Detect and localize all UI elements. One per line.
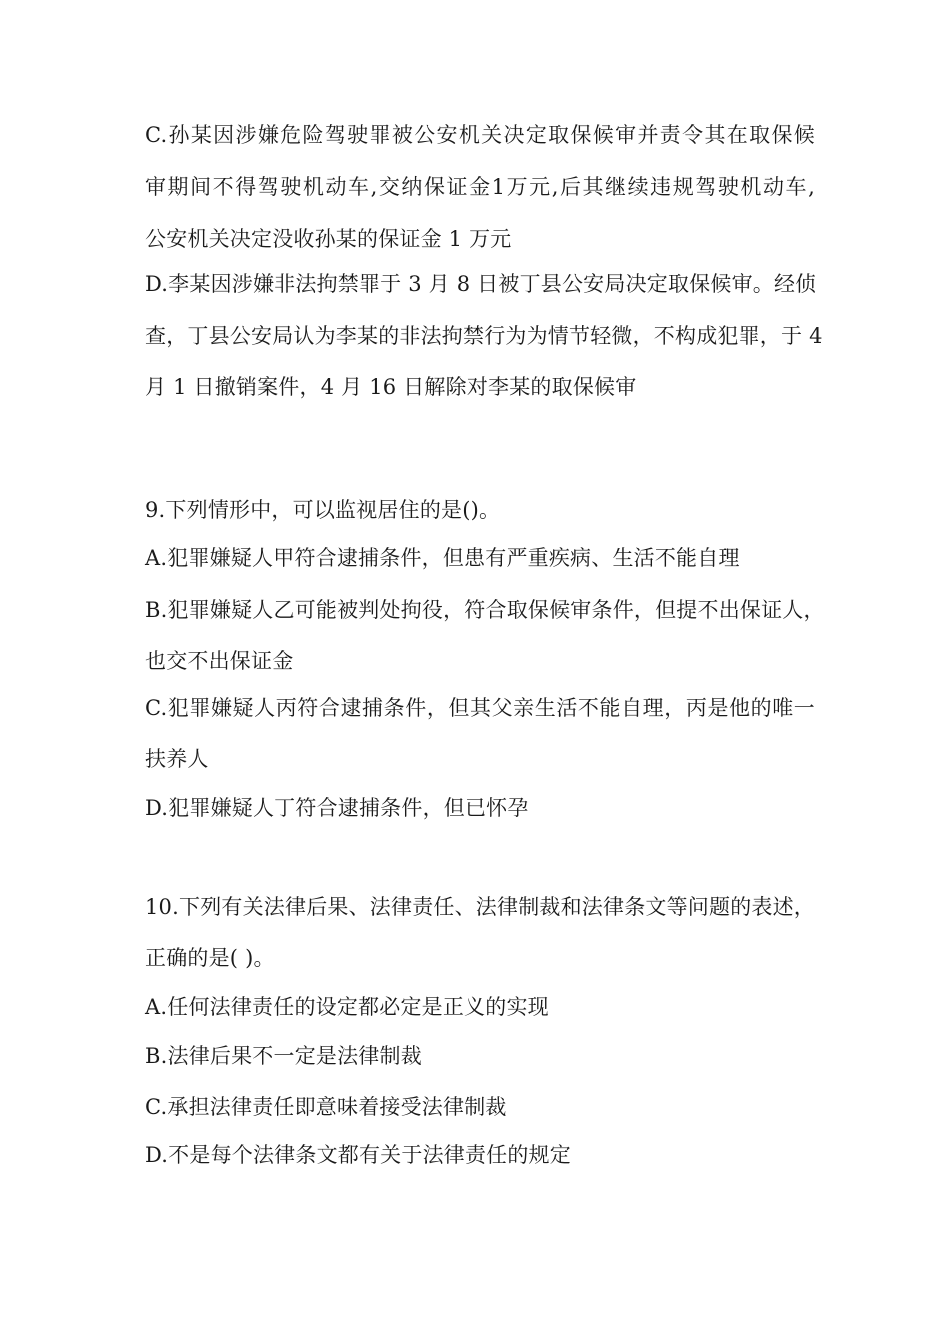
question-9-option-b-line-1: B.犯罪嫌疑人乙可能被判处拘役，符合取保候审条件，但提不出保证人，: [145, 598, 825, 622]
question-10-stem-line-2: 正确的是( )。: [145, 946, 275, 970]
question-9-stem: 9.下列情形中，可以监视居住的是()。: [145, 498, 501, 522]
option-d-line-2: 查，丁县公安局认为李某的非法拘禁行为为情节轻微，不构成犯罪，于 4: [145, 324, 823, 348]
option-d-line-1: D.李某因涉嫌非法拘禁罪于 3 月 8 日被丁县公安局决定取保候审。经侦: [145, 272, 817, 296]
option-c-line-1: C.孙某因涉嫌危险驾驶罪被公安机关决定取保候审并责令其在取保候: [145, 123, 815, 147]
question-10-option-b: B.法律后果不一定是法律制裁: [145, 1044, 422, 1068]
question-10-stem-line-1: 10.下列有关法律后果、法律责任、法律制裁和法律条文等问题的表述，: [145, 895, 815, 919]
question-10-option-c: C.承担法律责任即意味着接受法律制裁: [145, 1095, 507, 1119]
option-c-line-3: 公安机关决定没收孙某的保证金 1 万元: [145, 227, 512, 251]
option-d-line-3: 月 1 日撤销案件，4 月 16 日解除对李某的取保候审: [145, 375, 637, 399]
question-10-option-d: D.不是每个法律条文都有关于法律责任的规定: [145, 1143, 571, 1167]
question-9-option-b-line-2: 也交不出保证金: [145, 649, 294, 673]
option-c-line-2: 审期间不得驾驶机动车,交纳保证金1万元,后其继续违规驾驶机动车,: [145, 175, 815, 199]
question-9-option-c-line-2: 扶养人: [145, 747, 209, 771]
question-9-option-a: A.犯罪嫌疑人甲符合逮捕条件，但患有严重疾病、生活不能自理: [145, 546, 740, 570]
question-9-option-d: D.犯罪嫌疑人丁符合逮捕条件，但已怀孕: [145, 796, 529, 820]
question-9-option-c-line-1: C.犯罪嫌疑人丙符合逮捕条件，但其父亲生活不能自理，丙是他的唯一: [145, 696, 815, 720]
question-10-option-a: A.任何法律责任的设定都必定是正义的实现: [145, 995, 549, 1019]
